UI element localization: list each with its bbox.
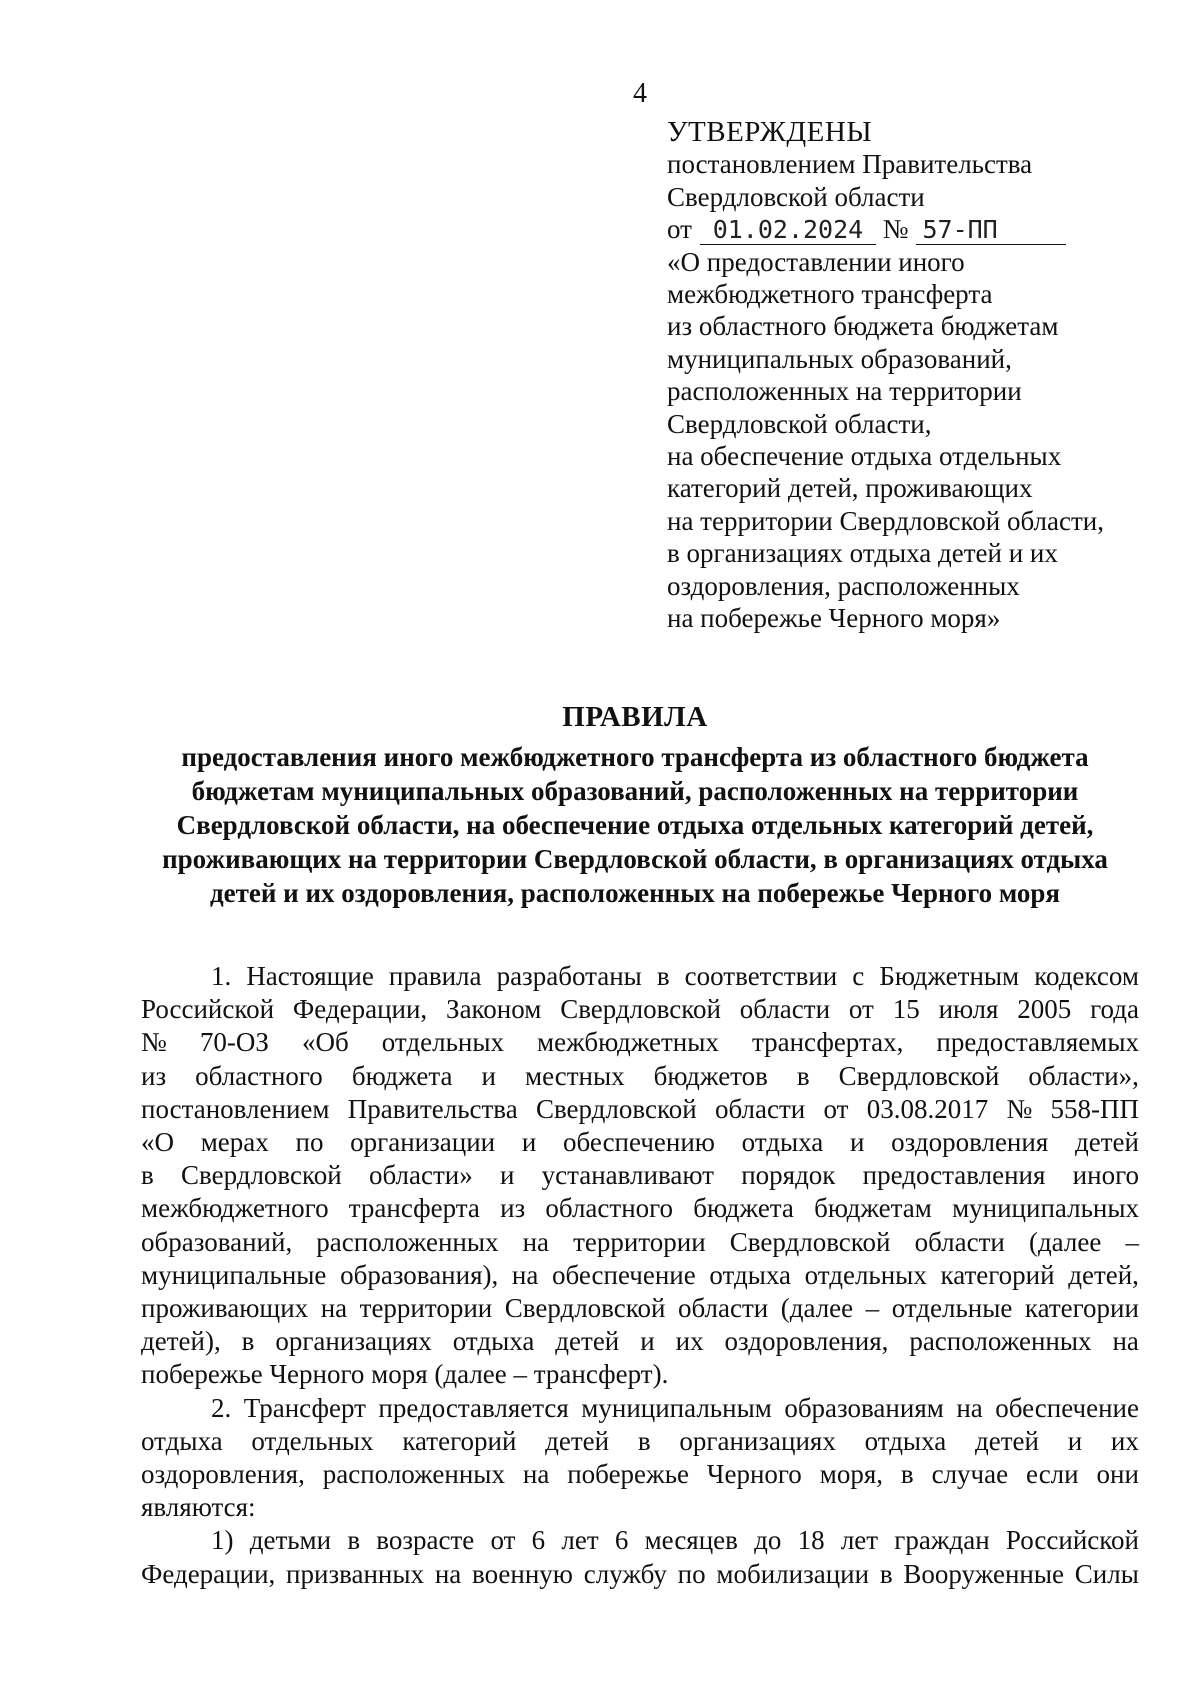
word: Свердловской [504, 1293, 666, 1324]
word: Свердловской [560, 994, 721, 1025]
text-line [141, 1093, 1139, 1126]
word: расположенных [909, 1326, 1092, 1357]
approval-line: оздоровления, расположенных [667, 570, 1020, 601]
word: 15 [892, 994, 920, 1025]
word: № [1006, 1093, 1033, 1124]
word: области», [1028, 1060, 1139, 1091]
word: организации [350, 1127, 496, 1158]
word: на [522, 1226, 550, 1257]
word: области [914, 1226, 1005, 1257]
word: случае [931, 1459, 1009, 1490]
word: области [714, 1093, 806, 1124]
word: предоставления [862, 1160, 1046, 1191]
word: на [511, 1259, 539, 1290]
text-line [141, 1392, 1139, 1425]
word: на [956, 1392, 983, 1423]
word: муниципальные [141, 1259, 327, 1290]
word: устанавливают [541, 1160, 714, 1191]
word: отдельных [804, 1259, 927, 1290]
word: Правительства [347, 1093, 518, 1124]
word: «О [141, 1127, 174, 1158]
approval-line: «О предоставлении иного [667, 246, 965, 277]
word: отдыха [452, 1326, 535, 1357]
word: детей [974, 1425, 1039, 1456]
approval-line: Свердловской области [667, 181, 925, 212]
word: межбюджетного [141, 1193, 329, 1224]
approval-line: постановлением Правительства [667, 149, 1033, 180]
word: месяцев [644, 1525, 738, 1556]
text-line [141, 1425, 1139, 1458]
word: территории [573, 1226, 706, 1257]
word: в [879, 1558, 893, 1589]
text-line [141, 1524, 1139, 1557]
text-line [141, 993, 1139, 1026]
document-title-block [130, 700, 1140, 910]
word: оздоровления, [724, 1326, 889, 1357]
word: 2. [211, 1392, 232, 1423]
text-line [141, 1192, 1139, 1225]
text-line [141, 1558, 1139, 1591]
approval-stamp-block [667, 116, 1167, 635]
word: области» [368, 1160, 473, 1191]
word: иного [1072, 1160, 1139, 1191]
word: на [522, 1459, 550, 1490]
word: года [1090, 994, 1139, 1025]
document-body [141, 960, 1139, 1591]
word: Федерации, [292, 994, 428, 1025]
word: области [739, 994, 831, 1025]
document-subtitle-line: проживающих на территории Свердловской области, в организациях отдыха [162, 844, 1108, 874]
word: до [754, 1525, 782, 1556]
text-line [141, 1325, 1139, 1358]
word: отдыха [141, 1425, 223, 1456]
approval-heading: УТВЕРЖДЕНЫ [667, 116, 873, 148]
word: организациях [679, 1425, 836, 1456]
word: мобилизации [716, 1558, 870, 1589]
word: образований, [141, 1226, 293, 1257]
word: военную [472, 1558, 573, 1589]
word: № [141, 1027, 167, 1058]
word: предоставляемых [936, 1027, 1139, 1058]
page-number: 4 [633, 78, 647, 109]
word: разработаны [496, 961, 642, 991]
word: в [241, 1326, 255, 1357]
approval-line: в организациях отдыха детей и их [667, 538, 1058, 569]
word: Бюджетным [879, 961, 1020, 991]
date-prefix: от [667, 214, 692, 245]
word: по [295, 1127, 324, 1158]
word: от [823, 1093, 849, 1124]
word: 18 [797, 1525, 825, 1556]
word: лет [840, 1525, 879, 1556]
word: межбюджетных [537, 1027, 719, 1058]
approval-line: муниципальных образований, [667, 343, 1012, 374]
paragraph-1 [141, 960, 1139, 1392]
word: детьми [249, 1525, 332, 1556]
word: области [677, 1293, 769, 1324]
word: мерах [200, 1127, 269, 1158]
word: детей, [1068, 1259, 1139, 1290]
word: в [900, 1459, 914, 1490]
word: соответствии [684, 961, 838, 991]
word: обеспечению [563, 1127, 715, 1158]
word: муниципальным [581, 1392, 772, 1423]
approval-line: на побережье Черного моря» [667, 603, 1001, 634]
word: и [849, 1127, 865, 1158]
word: Федерации, [141, 1558, 276, 1589]
word: если [1026, 1459, 1079, 1490]
word: 2005 [1017, 994, 1072, 1025]
word: Свердловской [838, 1060, 1000, 1091]
word: обеспечение [995, 1392, 1139, 1423]
text-line: являются: [141, 1492, 256, 1523]
word: трансфертах, [751, 1027, 904, 1058]
word: оздоровления, [141, 1459, 305, 1490]
word: и [521, 1127, 537, 1158]
word: в [347, 1525, 361, 1556]
approval-line: категорий детей, проживающих [667, 473, 1033, 504]
word: (далее [1028, 1226, 1102, 1257]
word: порядок [741, 1160, 836, 1191]
word: лет [561, 1525, 599, 1556]
word: 1) [211, 1525, 234, 1556]
word: трансферта [348, 1193, 480, 1224]
word: призванных [286, 1558, 425, 1589]
document-subtitle-line: детей и их оздоровления, расположенных на побережье Черного моря [209, 878, 1061, 908]
word: Законом [446, 994, 542, 1025]
text-line [141, 1159, 1139, 1192]
word: бюджета [351, 1060, 453, 1091]
text-line [141, 1292, 1139, 1325]
word: бюджетам [814, 1193, 932, 1224]
word: детей), [141, 1326, 221, 1357]
word: в [656, 961, 670, 991]
word: отдыха [864, 1425, 947, 1456]
word: – [1125, 1226, 1139, 1257]
word: граждан [894, 1525, 990, 1556]
number-sign: № [882, 214, 909, 245]
word: территории [359, 1293, 493, 1324]
word: детей [555, 1326, 620, 1357]
text-line [141, 1226, 1139, 1259]
approval-line: из областного бюджета бюджетам [667, 311, 1059, 342]
word: отдельных [251, 1425, 374, 1456]
word: на [320, 1293, 348, 1324]
word: «Об [301, 1027, 349, 1058]
word: моря, [819, 1459, 883, 1490]
word: побережье [567, 1459, 689, 1490]
approval-number-field: 57-ПП [916, 216, 1066, 245]
word: в [141, 1160, 154, 1191]
word: июля [938, 994, 999, 1025]
word: Свердловской [729, 1226, 891, 1257]
word: и [481, 1060, 496, 1091]
word: постановлением [141, 1093, 330, 1124]
word: на [1112, 1326, 1139, 1357]
approval-line: Свердловской области, [667, 408, 932, 439]
word: расположенных [322, 1459, 505, 1490]
text-line [141, 1458, 1139, 1491]
word: и [1067, 1425, 1083, 1456]
document-title: ПРАВИЛА [562, 701, 708, 733]
word: Черного [706, 1459, 802, 1490]
word: из [500, 1193, 526, 1224]
approval-date-field: 01.02.2024 [700, 216, 876, 245]
word: в [796, 1060, 810, 1091]
word: категорий [940, 1259, 1055, 1290]
word: возрасте [376, 1525, 475, 1556]
word: обеспечение [552, 1259, 696, 1290]
approval-line: на территории Свердловской области, [667, 505, 1104, 536]
word: на [434, 1558, 462, 1589]
word: с [852, 961, 865, 991]
word: 70-ОЗ [199, 1027, 269, 1058]
approval-date-row [667, 213, 1167, 245]
word: (далее [780, 1293, 854, 1324]
word: Трансферт [243, 1392, 366, 1423]
word: их [1110, 1425, 1139, 1456]
word: в [637, 1425, 651, 1456]
word: Свердловской [180, 1160, 342, 1191]
word: отдыха [741, 1127, 824, 1158]
word: областного [545, 1193, 674, 1224]
text-line [141, 960, 1139, 993]
text-line [141, 1126, 1139, 1159]
word: и [640, 1326, 655, 1357]
word: детей [1074, 1127, 1139, 1158]
word: детей [545, 1425, 610, 1456]
document-subtitle-line: предоставления иного межбюджетного трансферта из областного бюджета [181, 742, 1089, 772]
word: категории [1024, 1293, 1139, 1324]
word: расположенных [316, 1226, 499, 1257]
word: по [677, 1558, 706, 1589]
word: местных [524, 1060, 625, 1091]
word: 6 [614, 1525, 629, 1556]
paragraph-2 [141, 1392, 1139, 1525]
word: из [141, 1060, 167, 1091]
approval-line: на обеспечение отдыха отдельных [667, 441, 1062, 472]
word: правила [388, 961, 482, 991]
word: от [848, 994, 874, 1025]
text-line [141, 1026, 1139, 1059]
word: Российской [141, 994, 275, 1025]
word: 03.08.2017 [866, 1093, 989, 1124]
word: областного [195, 1060, 323, 1091]
word: бюджетов [653, 1060, 768, 1091]
word: 1. [211, 961, 232, 991]
word: образования), [340, 1259, 499, 1290]
word: они [1096, 1459, 1139, 1490]
word: проживающих [141, 1293, 309, 1324]
word: предоставляется [378, 1392, 569, 1423]
word: и [499, 1160, 515, 1191]
word: Свердловской [535, 1093, 697, 1124]
document-subtitle-line: Свердловской области, на обеспечение отдыха отдельных категорий детей, [176, 810, 1094, 840]
word: их [675, 1326, 704, 1357]
word: отдельных [381, 1027, 504, 1058]
paragraph-3 [141, 1524, 1139, 1590]
approval-line: межбюджетного трансферта [667, 279, 993, 310]
approval-line: расположенных на территории [667, 376, 1022, 407]
text-line [141, 1060, 1139, 1093]
word: категорий [402, 1425, 517, 1456]
word: 558-ПП [1050, 1093, 1139, 1124]
word: оздоровления [891, 1127, 1049, 1158]
word: Российской [1005, 1525, 1139, 1556]
word: образованиям [784, 1392, 944, 1423]
text-line [141, 1259, 1139, 1292]
word: бюджета [693, 1193, 794, 1224]
word: кодексом [1034, 961, 1139, 991]
word: Вооруженные [903, 1558, 1065, 1589]
word: отдыха [709, 1259, 791, 1290]
word: отдельные [891, 1293, 1013, 1324]
word: от [490, 1525, 516, 1556]
word: 6 [531, 1525, 546, 1556]
word: организациях [275, 1326, 432, 1357]
word: – [865, 1293, 880, 1324]
word: Настоящие [246, 961, 374, 991]
word: Силы [1074, 1558, 1139, 1589]
word: службу [583, 1558, 667, 1589]
word: муниципальных [952, 1193, 1139, 1224]
document-subtitle-line: бюджетам муниципальных образований, расположенных на территории [191, 776, 1079, 806]
text-line: побережье Черного моря (далее – трансферт). [141, 1359, 669, 1390]
